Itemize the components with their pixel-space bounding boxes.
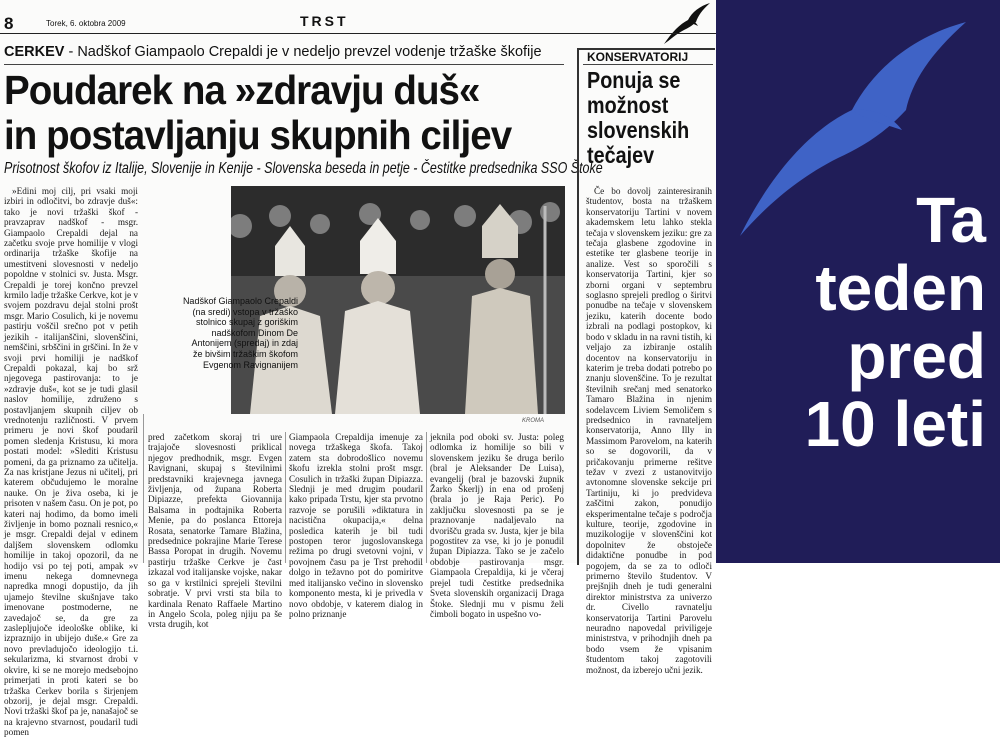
header-rule <box>0 33 716 34</box>
photo-credit: KROMA <box>522 418 545 424</box>
seagull-logo-icon <box>662 2 712 46</box>
sidebar-text: Če bo dovolj zainteresiranih študentov, bosta na tržaškem konservatoriju Tartini v novem akademskem letu lahko stekla tečaja v slovenskem jeziku: gre za tečaja glasbene zgodovine in estetike ter glasbene teorije in analize. Vest so sporočili s konservatorija Tartini, kjer so zborni organi v septembru soglasno sprejeli predlog o širitvi ponudbe na tečaje v slovenskem jeziku, katerih docente bodo izbrali na podlagi postopkov, ki bodo v skladu in na ravni tistih, ki veljajo za izbiranje ostalih docentov na konservatoriju in katerim je treba dodati potrebo po znanju slovenščine. To je rezultat številnih srečanj med senatorko Tamaro Blažina in njenim sodelavcem Liviem Semoličem s predsednico in ravnateljem konservatorija, Anno Illy in Massimom Parovelom, na katerih so se dogovorili, da v pričakovanju primerne rešitve težav v zvezi z ustanovitvijo avtonomne slovenske sekcije pri Tartiniju, ki jo predvideva zaščitni zakon, ponudijo eksperimentalne tečaje s področja kulture, teorije, zgodovine in muzikologije v slovenščini kot dopolnitev že obstoječe didaktične ponudbe in pod pogojem, da se za to odloči primerno število študentov. V prejšnjih dneh je tudi generalni direktor ministrstva za univerzo dr. Civello ravnatelju konservatorija Tartini Parovelu neuradno napovedal priviligeje ministrstva, v prihodnjih dneh pa bodo vsem že vpisanim študentom takoj zagotovili možnost, da izberejo učni jezik. <box>586 186 712 675</box>
headline-line-1: Poudarek na »zdravju duš« <box>4 67 480 113</box>
banner-line-3: pred <box>847 320 986 392</box>
subheadline: Prisotnost škofov iz Italije, Slovenije in Kenije - Slovenska beseda in petje - Čestitke predsednika SSO Štoke <box>4 160 603 177</box>
kicker-text: - Nadškof Giampaolo Crepaldi je v nedeljo prevzel vodenje tržaške škofije <box>64 44 542 60</box>
sidebar-title: Ponuja se možnost slovenskih tečajev <box>587 67 690 168</box>
sidebar-body <box>586 186 712 675</box>
column-divider <box>285 432 286 563</box>
article-column-1 <box>4 186 138 738</box>
banner-line-1: Ta <box>916 184 986 256</box>
column-3-text: Giampaola Crepaldija imenuje za novega tržaškega škofa. Takoj zatem sta dobrodošlico novemu škofu izrekla stolni prošt msgr. Cosulich in tržaški župan Dipiazza. Slednji je med drugim poudaril kako pripada Trstu, kjer sta prvotno razvoje se porušili »diktatura in nacistična okupacija,« delna posledica katerih je bil tudi postopen teror jugoslovanskega režima po drugi svetovni vojni, v povojnem času pa je Trst prehodil dolgo in težavno pot do pomiritve med italijansko večino in slovensko komponento mesta, ki je privedla v novo obdobje, v katerem dialog in polno priznanje <box>289 432 423 619</box>
issue-date: Torek, 6. oktobra 2009 <box>46 19 126 28</box>
article-column-4 <box>430 432 564 619</box>
ta-teden-banner <box>716 0 1000 563</box>
banner-heading <box>716 186 986 458</box>
column-1-text: »Edini moj cilj, pri vsaki moji izbiri in odločitvi, bo zdravje duš«: tako je novi tržaški škof - pravzaprav nadškof - msgr. Giampaolo Crepaldi dejal na začetku svoje prve homilije v vlogi ordinarija tržaške škofije na umestitveni slovesnosti v nedeljo popoldne v stolnici sv. Justa. Msgr. Crepaldi je torej končno prevzel krmilo ladje tržaške Cerkve, kot je v svojem pozdravu dejal stolni prošt msgr. Mario Cosulich, ki je novemu pastirju voščil srečno pot v petih jezikih - italijanščini, slovenščini, nemščini, srbščini in grščini. In že v svoji prvi homiliji je nadškof Crepaldi pokazal, kaj bo srž njegovega pastirovanja: to je »zdravje duš«, kot se je tudi glasil naslov homilije, združeno s postavljanjem skupnih ciljev ob vrednotenju različnosti. V prvem primeru je novi škof poudaril pomen sledenja Kristusu, ki mora postati model: »Slediti Kristusu pomeni, da ga priznamo za učitelja. Za nas kristjane Jezus ni učitelj, pri katerem občudujemo le moralne nauke. On je živa oseba, ki je prisoten v našem času. On je pot, po kateri naj hodimo, da bomo imeli življenje in bomo poznali resnico,« je msgr. Crepaldi dejal v edinem daljšem slovenskem odlomku homilije in takoj opozoril, da ne hodijo vsi po tej poti, ampak »v imenu nekega domnevnega napredka mnogi dopustijo, da jih ujamejo številne skušnjave tako imenovane postmoderne, ne zavedajoč se, da gre za zaslepljujoče ideološke oblike, ki izpraznijo in ubijejo duše.« Gre za novo prevladujočo ideologijo t.i. sekularizma, ki stvarnost drobi v okvire, ki se ne morejo medsebojno primerjati in proti kateri se bo tržaška Cerkev borila s širjenjem obzorij, je dejal msgr. Crepaldi. Novi tržaški škof pa je, nanašajoč se na krajevno stvarnost, poudaril tudi pomen <box>4 186 138 738</box>
kicker-label: CERKEV <box>4 44 65 60</box>
section-title: TRST <box>300 13 349 29</box>
article-column-3 <box>289 432 423 619</box>
photo-caption: Nadškof Giampaolo Crepaldi (na sredi) vstopa v tržaško stolnico skupaj z goriškim nadškofom Dinom De Antonijem (spredaj) in zdaj že bivšim tržaškim škofom Evgenom Ravignanijem <box>182 296 298 370</box>
column-divider <box>426 432 427 563</box>
column-4-text: jeknila pod oboki sv. Justa: poleg odlomka iz homilije so bili v slovenskem jeziku še druga berilo (bral je Aleksander De Luisa), evangelij (bral je bazovski župnik Žarko Škerlj) in ena od prošenj (brala jo je Raja Peric). Po zaključku slovesnosti pa se je praznovanje nadaljevalo na dvorišču grada sv. Justa, kjer je bila pogostitev za vse, ki jo je ponudil župan Dipiazza. Tako se je začelo obdobje pastirovanja msgr. Giampaola Crepaldija, ki je včeraj prejel tudi čestitke predsednika Sveta slovenskih organizacij Draga Štoke. Slednji mu v pismu želi čimboli bogato in uspešno vo- <box>430 432 564 619</box>
banner-line-4: 10 leti <box>804 388 986 460</box>
article-column-2 <box>148 432 282 630</box>
sidebar-kicker: KONSERVATORIJ <box>587 50 689 64</box>
article-kicker <box>4 44 564 60</box>
banner-line-2: teden <box>815 252 986 324</box>
kicker-rule <box>4 64 564 65</box>
column-2-text: pred začetkom skoraj tri ure trajajoče slovesnosti priklical njegov predhodnik, msgr. Evgen Ravignani, skupaj s številnimi predstavniki krajevnega javnega življenja, od župana Roberta Dipiazze, prefekta Giovannija Balsama in podtajnika Roberta Menie, pa do poslanca Ettoreja Rosata, senatorke Tamare Blažina, predsednice pokrajine Marie Terese Bassa Poropat in drugih. Novemu pastirju tržaške Cerkve je čast izkazal vod italijanske vojske, nakar so ga v krstilnici sprejeli številni sobratje. V prvi vrsti sta bila to kardinala Renato Raffaele Martino in Angelo Scola, poleg njiju pa še vrsta drugih, kot <box>148 432 282 630</box>
headline-line-2: in postavljanju skupnih ciljev <box>4 112 512 158</box>
sidebar-rule <box>583 64 713 65</box>
page-number: 8 <box>4 14 14 33</box>
